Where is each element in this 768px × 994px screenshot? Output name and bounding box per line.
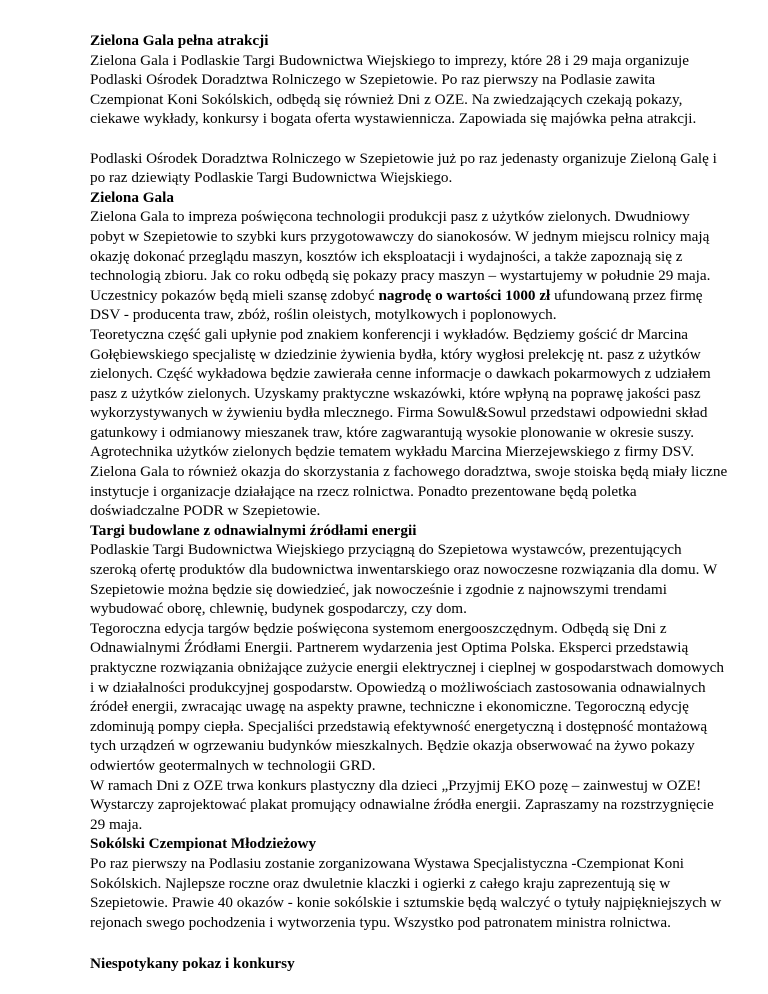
paragraph-gap [90, 932, 728, 954]
zielona-gala-paragraph-3: Zielona Gala to również okazja do skorzystania z fachowego doradztwa, swoje stoiska będą miały liczne instytucje i organizacje działające na rzecz rolnictwa. Ponadto prezentowane będą poletka doświadczalne PODR w Szepietowie. [90, 463, 728, 520]
document-title: Zielona Gala pełna atrakcji [90, 32, 269, 49]
text-run: ufundowaną przez firmę DSV - producenta traw, zbóż, roślin oleistych, motylkowych i poplonowych. [90, 286, 703, 324]
targi-paragraph-1: Podlaskie Targi Budownictwa Wiejskiego przyciągną do Szepietowa wystawców, prezentujących szeroką ofertę produktów dla budownictwa inwentarskiego oraz nowoczesne rozwiązania dla domu. W Szepietowie można będzie się dowiedzieć, jak nowocześnie i zgodnie z najnowszymi trendami wybudować oborę, chlewnię, budynek gospodarczy, czy dom. [90, 541, 717, 618]
czempionat-paragraph-1: Po raz pierwszy na Podlasiu zostanie zorganizowana Wystawa Specjalistyczna -Czempionat Koni Sokólskich. Najlepsze roczne oraz dwuletnie klaczki i ogierki z całego kraju zaprezentują się w Szepietowie. Prawie 40 okazów - konie sokólskie i sztumskie będą walczyć o tytuły najpiękniejszych w rejonach swego pochodzenia i wytworzenia typu. Wszystko pod patronatem ministra rolnictwa. [90, 854, 722, 931]
paragraph-gap [90, 129, 728, 149]
zielona-gala-paragraph-1 [90, 207, 728, 325]
section-heading-targi: Targi budowlane z odnawialnymi źródłami energii [90, 521, 417, 539]
prize-highlight: nagrodę o wartości 1000 zł [378, 286, 551, 304]
targi-paragraph-2: Tegoroczna edycja targów będzie poświęcona systemom energooszczędnym. Odbędą się Dni z Odnawialnymi Źródłami Energii. Partnerem wydarzenia jest Optima Polska. Eksperci przedstawią praktyczne rozwiązania obniżające zużycie energii elektrycznej i cieplnej w gospodarstwach domowych i w działalności produkcyjnej gospodarstw. Opowiedzą o możliwościach zastosowania odnawialnych źródeł energii, zwracając uwagę na aspekty prawne, techniczne i ekonomiczne. Tegoroczną edycję zdominują pompy ciepła. Specjaliści przedstawią efektywność energetyczną i dostępność montażową tych urządzeń w ogrzewaniu budynków mieszkalnych. Będzie okazja obserwować na żywo pokazy odwiertów geotermalnych w technologii GRD. [90, 619, 724, 774]
section-heading-pokaz: Niespotykany pokaz i konkursy [90, 955, 295, 973]
zielona-gala-paragraph-2: Teoretyczna część gali upłynie pod znakiem konferencji i wykładów. Będziemy gościć dr Marcina Gołębiewskiego specjalistę w dziedzinie żywienia bydła, który wygłosi prelekcję nt. pasz z użytków zielonych. Część wykładowa będzie zawierała cenne informacje o dawkach pokarmowych z udziałem pasz z użytków zielonych. Uzyskamy praktyczne wskazówki, które wpłyną na poprawę jakości pasz wykorzystywanych w żywieniu bydła mlecznego. Firma Sowul&Sowul przedstawi odpowiedni skład gatunkowy i odmianowy mieszanek traw, które zagwarantują wysokie plonowanie w okresie suszy. Agrotechnika użytków zielonych będzie tematem wykładu Marcina Mierzejewskiego z firmy DSV. [90, 325, 711, 461]
text-run: Zielona Gala to impreza poświęcona technologii produkcji pasz z użytków zielonych. Dwudniowy pobyt w Szepietowie to szybki kurs przygotowawczy do sianokosów. W jednym miejscu rolnicy mają okazję dokonać przeglądu maszyn, kosztów ich eksploatacji i wydajności, a także zapoznają się z technologią zbioru. Jak co roku odbędą się pokazy pracy maszyn – wystartujemy w południe 29 maja. Uczestnicy pokazów będą mieli szansę zdobyć [90, 208, 711, 304]
lead-paragraph: Zielona Gala i Podlaskie Targi Budownictwa Wiejskiego to imprezy, które 28 i 29 maja organizuje Podlaski Ośrodek Doradztwa Rolniczego w Szepietowie. Po raz pierwszy na Podlasie zawita Czempionat Koni Sokólskich, odbędą się również Dni z OZE. Na zwiedzających czekają pokazy, ciekawe wykłady, konkursy i bogata oferta wystawiennicza. Zapowiada się majówka pełna atrakcji. [90, 51, 697, 128]
section-heading-czempionat: Sokólski Czempionat Młodzieżowy [90, 835, 317, 853]
intro-paragraph: Podlaski Ośrodek Doradztwa Rolniczego w Szepietowie już po raz jedenasty organizuje Zieloną Galę i po raz dziewiąty Podlaskie Targi Budownictwa Wiejskiego. [90, 149, 717, 187]
section-heading-zielona-gala: Zielona Gala [90, 188, 174, 206]
targi-paragraph-3: W ramach Dni z OZE trwa konkurs plastyczny dla dzieci „Przyjmij EKO pozę – zainwestuj w OZE! Wystarczy zaprojektować plakat promujący odnawialne źródła energii. Zapraszamy na rozstrzygnięcie 29 maja. [90, 776, 714, 833]
